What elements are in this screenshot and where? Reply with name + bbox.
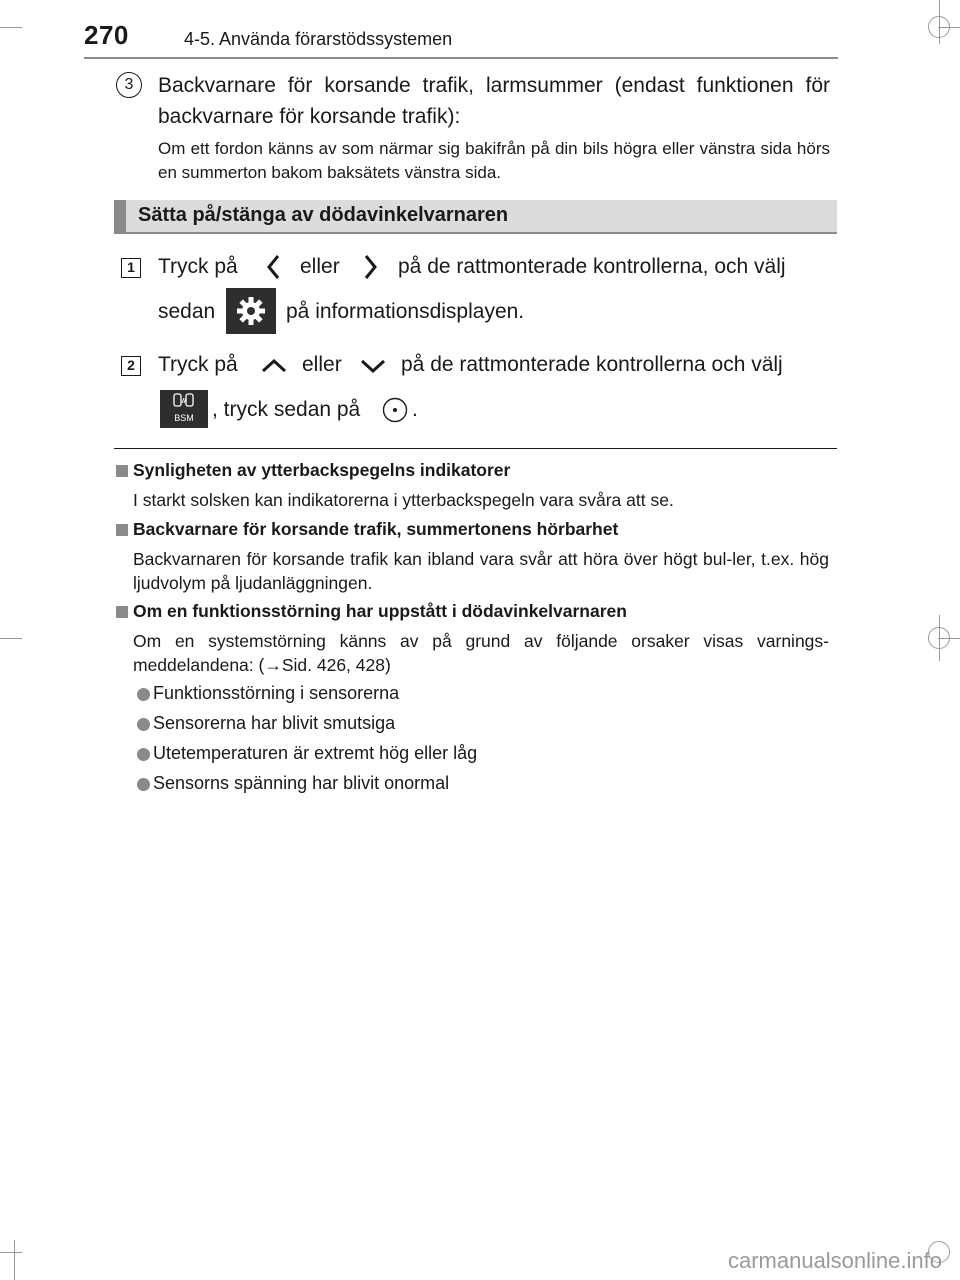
item-3-body: Om ett fordon känns av som närmar sig bakifrån på din bils högra eller vänstra sida hörs en summerton bakom baksätets vänstra sida.: [158, 139, 830, 182]
note-3-heading: Om en funktionsstörning har uppstått i dödavinkelvarnaren: [133, 601, 627, 621]
step-2-text-b: eller: [302, 353, 342, 376]
bullet-dot: [137, 718, 150, 731]
bullet-item: Utetemperaturen är extremt hög eller låg: [153, 743, 478, 763]
bsm-icon: [160, 390, 208, 428]
crop-mark: [0, 1252, 22, 1253]
crop-mark: [14, 1240, 15, 1280]
bullet-dot: [137, 778, 150, 791]
note-marker: [116, 606, 128, 618]
step-1-text-c: på de rattmonterade kontrollerna, och välj: [398, 255, 786, 278]
crop-mark: [0, 27, 22, 28]
step-2-text-a: Tryck på: [158, 353, 238, 376]
chevron-up-icon: [259, 356, 289, 376]
ok-button-icon: [382, 397, 408, 423]
bullet-dot: [137, 688, 150, 701]
section-title: 4-5. Använda förarstödssystemen: [184, 29, 453, 49]
chevron-right-icon: [360, 252, 380, 282]
step-number-2: 2: [121, 356, 141, 376]
note-2-heading: Backvarnare för korsande trafik, summertonens hörbarhet: [133, 519, 619, 539]
step-2-text-c: på de rattmonterade kontrollerna och välj: [401, 353, 783, 376]
crop-mark: [0, 638, 22, 639]
step-1-text-a: Tryck på: [158, 255, 238, 278]
crop-mark: [939, 0, 940, 44]
section-heading-band: [114, 200, 837, 234]
step-1-text-d: sedan: [158, 300, 216, 323]
heading-accent-bar: [114, 200, 126, 234]
chevron-left-icon: [264, 252, 284, 282]
bullet-item: Funktionsstörning i sensorerna: [153, 683, 400, 703]
note-marker: [116, 465, 128, 477]
page-number: 270: [84, 20, 129, 50]
note-3-body: Om en systemstörning känns av på grund av följande orsaker visas varnings-meddelandena: (→Sid. 426, 428): [133, 631, 829, 675]
bullet-item: Sensorns spänning har blivit onormal: [153, 773, 450, 793]
section-heading: Sätta på/stänga av dödavinkelvarnaren: [138, 204, 509, 226]
section-separator: [114, 448, 837, 449]
step-2-text-e: .: [412, 398, 418, 421]
bsm-label: BSM: [174, 413, 194, 423]
item-number-3: 3: [116, 72, 142, 98]
note-1-body: I starkt solsken kan indikatorerna i ytterbackspegeln vara svåra att se.: [133, 490, 674, 510]
watermark: carmanualsonline.info: [727, 1248, 942, 1273]
gear-icon: [226, 288, 276, 334]
header-rule: [84, 57, 838, 59]
note-marker: [116, 524, 128, 536]
step-number-1: 1: [121, 258, 141, 278]
bullet-dot: [137, 748, 150, 761]
chevron-down-icon: [358, 356, 388, 376]
bullet-item: Sensorerna har blivit smutsiga: [153, 713, 396, 733]
note-2-body: Backvarnaren för korsande trafik kan ibland vara svår att höra över högt bul-ler, t.ex. hög ljudvolym på ljudanläggningen.: [133, 549, 829, 593]
step-2-text-d: , tryck sedan på: [212, 398, 361, 421]
step-1-text-e: på informationsdisplayen.: [286, 300, 525, 323]
step-1-text-b: eller: [300, 255, 340, 278]
crop-mark: [938, 638, 960, 639]
note-1-heading: Synligheten av ytterbackspegelns indikatorer: [133, 460, 511, 480]
item-3-title: Backvarnare för korsande trafik, larmsummer (endast funktionen för backvarnare för korsande trafik):: [158, 74, 830, 128]
